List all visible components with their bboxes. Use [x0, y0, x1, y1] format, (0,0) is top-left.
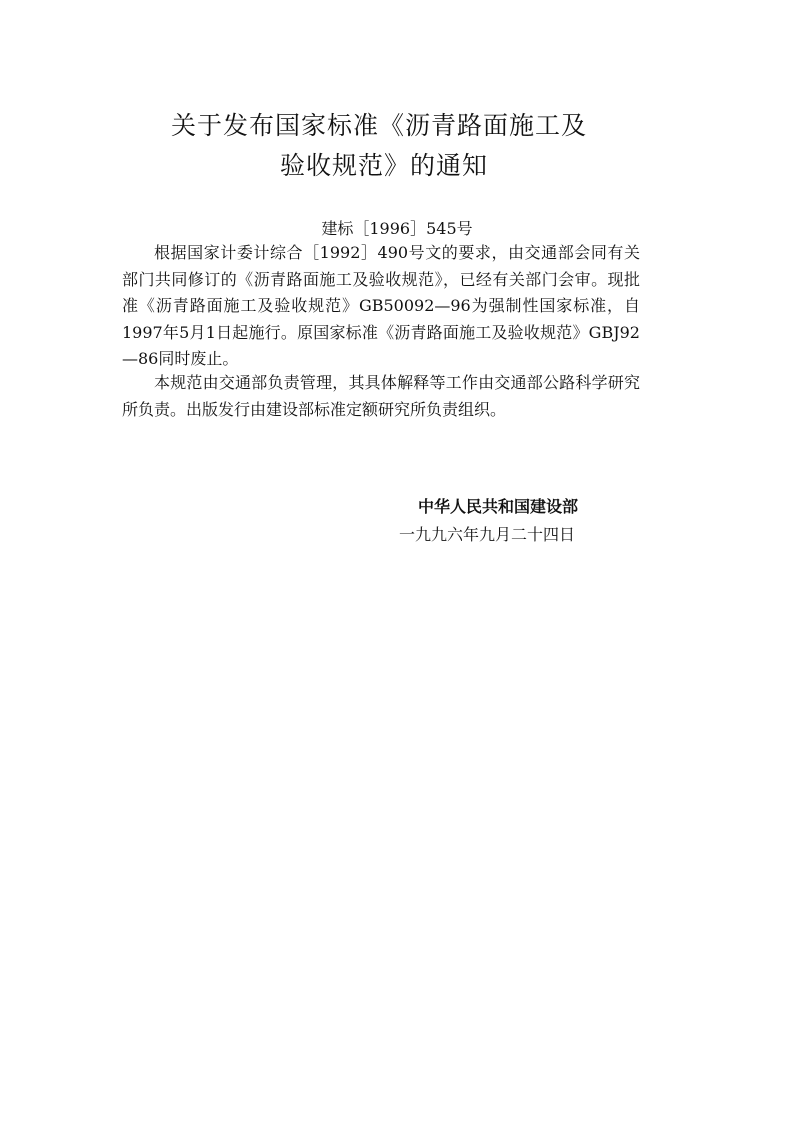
- notice-title-line-1: 关于发布国家标准《沥青路面施工及: [170, 111, 587, 140]
- document-number: 建标［1996］545号: [321, 219, 473, 238]
- body-paragraph-1: 根据国家计委计综合［1992］490号文的要求，由交通部会同有关部门共同修订的《沥青路面施工及验收规范》，已经有关部门会审。现批准《沥青路面施工及验收规范》GB50092—96为强制性国家标准，自1997年5月1日起施行。原国家标准《沥青路面施工及验收规范》GBJ92—86同时废止。: [122, 243, 640, 368]
- issuing-authority: 中华人民共和国建设部: [418, 497, 579, 516]
- issue-date: 一九九六年九月二十四日: [399, 525, 576, 544]
- notice-title-line-2: 验收规范》的通知: [279, 151, 488, 180]
- body-paragraph-2: 本规范由交通部负责管理，其具体解释等工作由交通部公路科学研究所负责。出版发行由建设部标准定额研究所负责组织。: [122, 373, 640, 419]
